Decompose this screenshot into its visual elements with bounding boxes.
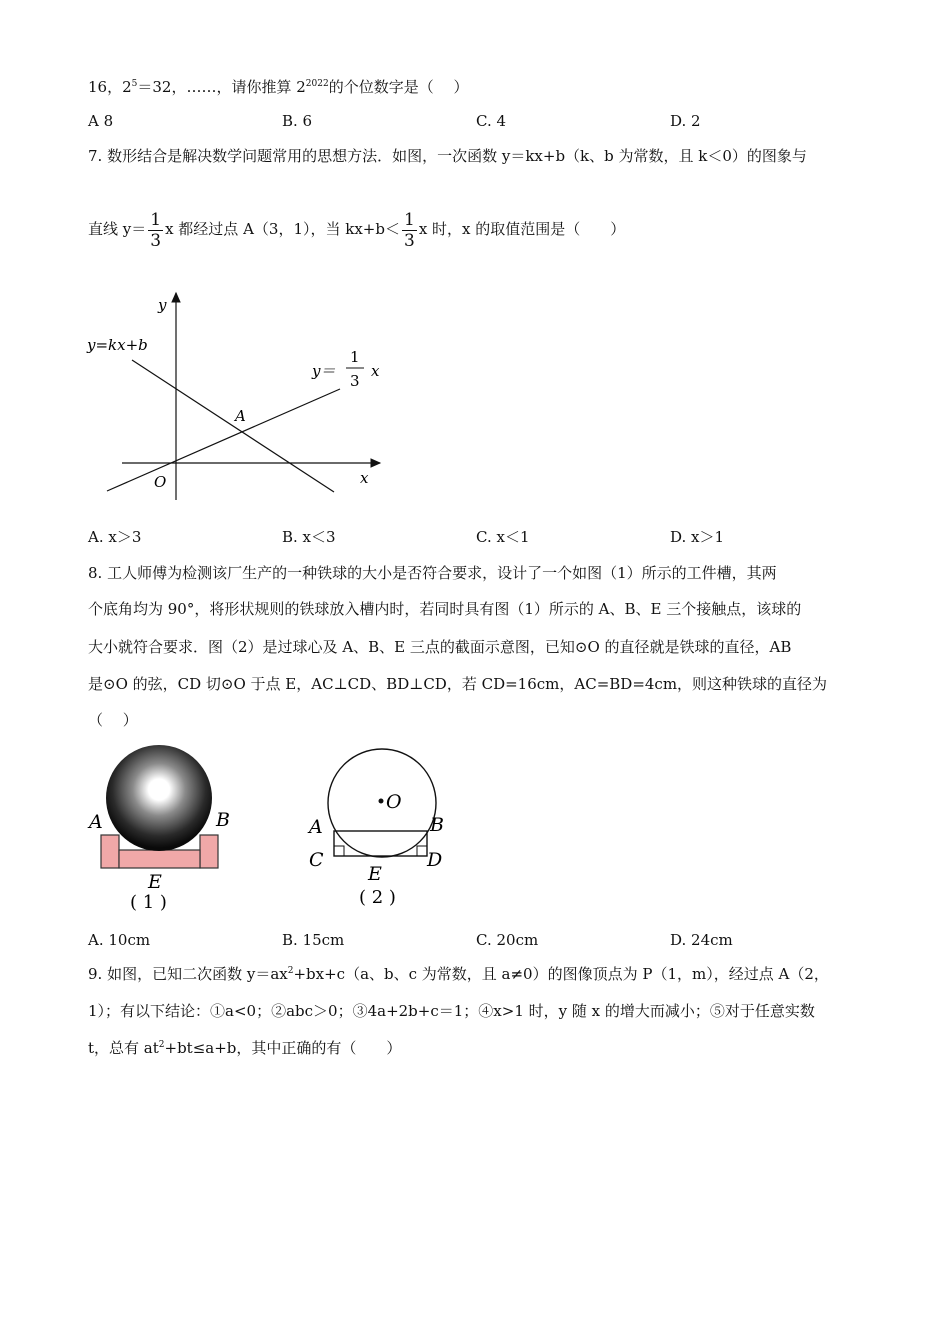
q7-x-axis-label: x (360, 469, 369, 487)
q8-stem-line4: 是⊙O 的弦，CD 切⊙O 于点 E，AC⊥CD、BD⊥CD，若 CD=16cm，AC=BD=4cm，则这种铁球的直径为 (88, 675, 828, 693)
q8-stem-line5: （ ） (88, 711, 138, 729)
q8-option-b[interactable]: B. 15cm (282, 931, 345, 949)
q8-trough-right-wall (200, 835, 218, 868)
q9-stem-line3 (88, 1037, 401, 1059)
q8-iron-ball (106, 745, 212, 851)
q7-origin-label: O (154, 473, 167, 491)
q9-exponent-1: 2 (287, 966, 294, 976)
q7-fraction-2 (402, 210, 417, 251)
q7-option-c[interactable]: C. x＜1 (476, 528, 530, 546)
q7-line-one-third-x (107, 389, 340, 491)
q8-stem-line3: 大小就符合要求．图（2）是过球心及 A、B、E 三点的截面示意图，已知⊙O 的直径就是铁球的直径，AB (88, 638, 792, 656)
q7-text-b: x 都经过点 A（3，1），当 kx+b＜ (165, 220, 400, 238)
q9-text-c: t，总有 at (88, 1039, 159, 1057)
q8-option-d[interactable]: D. 24cm (670, 931, 733, 949)
q8-right-angle-d (417, 846, 427, 856)
q6-option-d[interactable]: D. 2 (670, 112, 701, 130)
q8-option-a[interactable]: A. 10cm (88, 931, 151, 949)
q6-options (88, 110, 868, 132)
q6-text-tail: 的个位数字是（ ） (328, 78, 469, 96)
q7-text-c: x 时，x 的取值范围是（ ） (418, 220, 626, 238)
q8-rect-abdc (334, 831, 427, 856)
q6-option-b[interactable]: B. 6 (282, 112, 313, 130)
q7-fraction-2-num: 1 (403, 209, 415, 230)
q7-fraction-2-den: 3 (403, 230, 415, 251)
q8-center-dot (379, 799, 384, 804)
q8-fig2-label-o: O (386, 791, 402, 813)
q8-figure-1 (86, 738, 246, 918)
q7-line-label: y=kx+b (87, 336, 148, 354)
q6-text-mid: ＝32，……，请你推算 2 (137, 78, 306, 96)
q7-graph (82, 285, 402, 510)
q8-fig1-label-b: B (216, 809, 230, 831)
q7-text-a: 直线 y＝ (88, 220, 147, 238)
q8-fig2-label-b: B (430, 814, 444, 836)
q7-stem-line1: 7. 数形结合是解决数学问题常用的思想方法．如图，一次函数 y＝kx+b（k、b 为常数，且 k＜0）的图象与 (88, 147, 807, 165)
q8-right-angle-c (334, 846, 344, 856)
q9-stem-line1 (88, 963, 829, 985)
q9-stem-line2: 1）；有以下结论：①a<0；②abc＞0；③4a+2b+c＝1；④x>1 时，y 随 x 的增大而减小；⑤对于任意实数 (88, 1002, 815, 1020)
q7-option-b[interactable]: B. x＜3 (282, 528, 336, 546)
q9-text-b: +bx+c（a、b、c 为常数，且 a≠0）的图像顶点为 P（1，m），经过点 A（2， (293, 965, 829, 983)
q7-y-axis-label: y (158, 296, 167, 314)
q7-options (88, 526, 868, 548)
q6-option-c[interactable]: C. 4 (476, 112, 507, 130)
q7-fraction-1-num: 1 (150, 209, 162, 230)
q9-exponent-2: 2 (158, 1040, 165, 1050)
q6-stem (88, 76, 468, 98)
q7-fraction-1-den: 3 (150, 230, 162, 251)
q8-options (88, 929, 868, 951)
q7-right-label-pre: y＝ (312, 362, 336, 380)
q8-fig1-label-a: A (89, 811, 103, 833)
q8-trough-base (119, 850, 200, 868)
q8-stem-line1: 8. 工人师傅为检测该厂生产的一种铁球的大小是否符合要求，设计了一个如图（1）所示的工件槽，其两 (88, 564, 777, 582)
q6-exponent-1: 5 (131, 79, 138, 89)
q9-text-a: 9. 如图，已知二次函数 y＝ax (88, 965, 288, 983)
q7-right-label-num: 1 (350, 348, 360, 366)
q8-fig1-label-e: E (148, 871, 162, 893)
q7-right-label-post: x (371, 362, 380, 380)
q6-option-a[interactable]: A 8 (88, 112, 114, 130)
q6-text-lead: 16，2 (88, 78, 132, 96)
q8-stem-line2: 个底角均为 90°，将形状规则的铁球放入槽内时，若同时具有图（1）所示的 A、B、E 三个接触点，该球的 (88, 600, 802, 618)
q7-stem-line2 (88, 207, 625, 251)
q8-fig2-label-c: C (309, 849, 324, 871)
q8-fig2-label-d: D (427, 849, 443, 871)
q6-exponent-2: 2022 (305, 79, 329, 89)
q7-option-d[interactable]: D. x＞1 (670, 528, 725, 546)
q7-option-a[interactable]: A. x＞3 (88, 528, 142, 546)
q8-option-c[interactable]: C. 20cm (476, 931, 539, 949)
q8-fig1-caption: ( 1 ) (130, 892, 167, 913)
q8-fig2-caption: ( 2 ) (359, 887, 396, 908)
q7-point-a-label: A (235, 407, 246, 425)
q8-trough-left-wall (101, 835, 119, 868)
q7-right-label-den: 3 (350, 372, 360, 390)
q8-fig2-label-a: A (309, 816, 323, 838)
q9-text-d: +bt≤a+b，其中正确的有（ ） (164, 1039, 402, 1057)
q8-figure-2 (303, 738, 463, 918)
q8-fig2-label-e: E (368, 863, 382, 885)
q7-fraction-1 (148, 210, 163, 251)
